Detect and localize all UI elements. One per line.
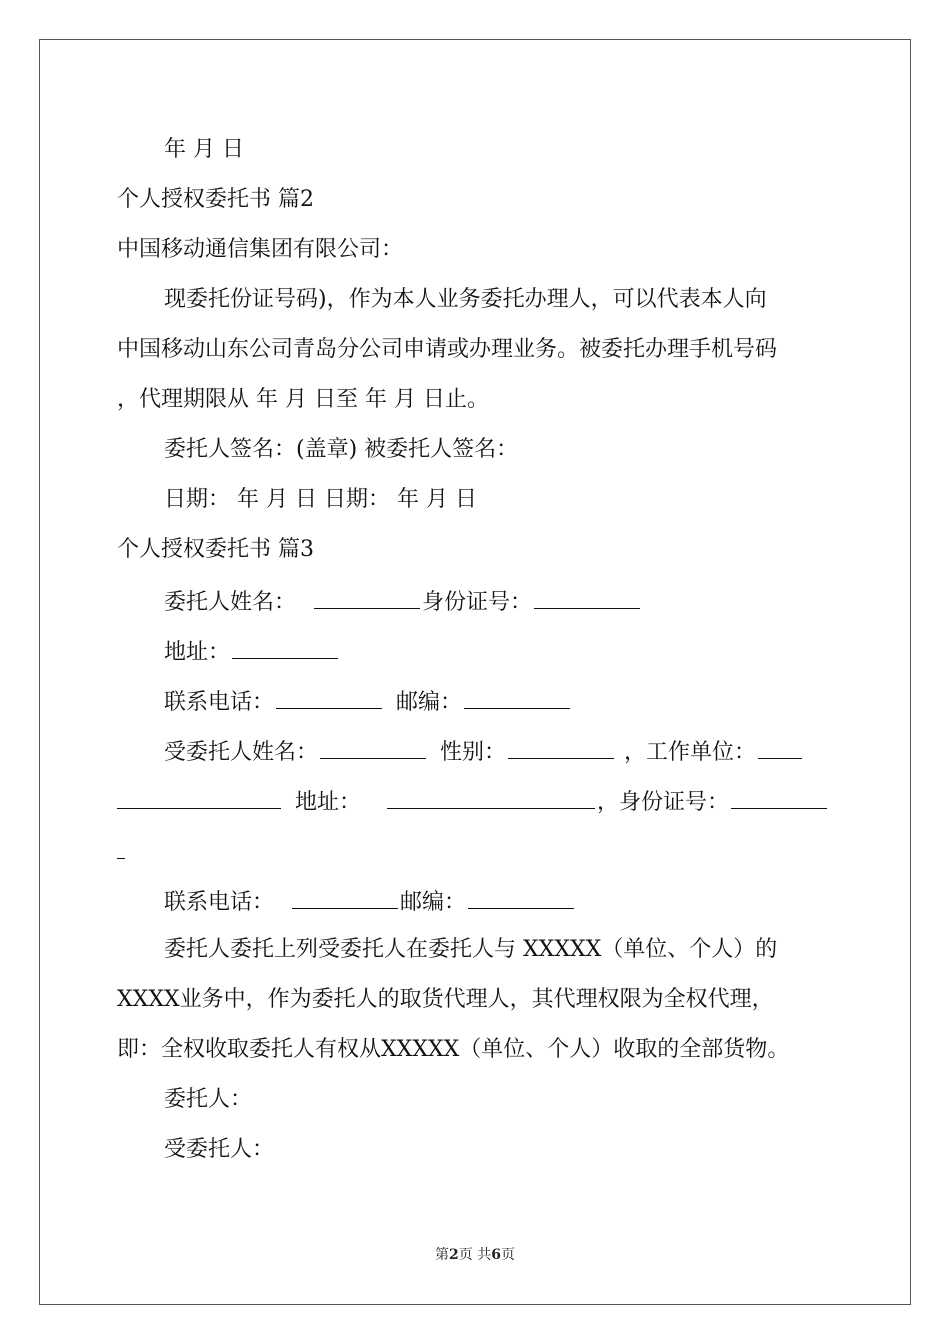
agent-name-label: 受委托人姓名： [164,740,319,765]
principal-name-row [164,586,836,617]
agent-id-label: ，身份证号： [597,790,730,815]
agent-zip-blank [468,886,574,909]
addressee: 中国移动通信集团有限公司： [117,237,404,262]
paragraph-line-1: 现委托份证号码)，作为本人业务委托办理人，可以代表本人向 [164,287,767,312]
paragraph-line-2: 中国移动山东公司青岛分公司申请或办理业务。被委托办理手机号码 [117,337,778,362]
footer-prefix: 第 [435,1247,450,1263]
footer-current-page: 2 [449,1247,459,1263]
signature-date-line: 日期： 年 月 日 日期： 年 月 日 [164,487,477,512]
section2-heading: 个人授权委托书 篇2 [117,187,314,212]
principal-phone-blank [276,686,382,709]
body-line-2: XXXX业务中，作为委托人的取货代理人，其代理权限为全权代理， [117,987,774,1012]
agent-work-label: ，工作单位： [624,740,757,765]
principal-contact-row [164,686,836,717]
agent-gender-label: 性别： [440,740,507,765]
agent-phone-label: 联系电话： [164,890,275,915]
principal-phone-label: 联系电话： [164,690,275,715]
principal-name-blank [314,586,420,609]
principal-address-blank [232,636,338,659]
footer-total-pages: 6 [491,1247,501,1263]
agent-contact-row [164,886,836,917]
body-line-3: 即：全权收取委托人有权从XXXXX（单位、个人）收取的全部货物。 [117,1037,790,1062]
agent-name-blank [320,736,426,759]
agent-address-row [117,786,837,817]
agent-address-blank [387,786,595,809]
signature-line: 委托人签名：(盖章) 被委托人签名： [164,437,519,462]
principal-name-label: 委托人姓名： [164,590,297,615]
principal-zip-blank [464,686,570,709]
agent-work-blank-cont [117,786,281,809]
principal-id-blank [534,586,640,609]
principal-sign: 委托人： [164,1087,253,1112]
date-line-top: 年 月 日 [164,137,244,162]
section3-heading: 个人授权委托书 篇3 [117,537,314,562]
body-line-1: 委托人委托上列受委托人在委托人与 XXXXX（单位、个人）的 [164,937,778,962]
agent-address-label: 地址： [295,790,362,815]
agent-id-blank [731,786,827,809]
agent-phone-blank [292,886,398,909]
paragraph-line-3: ，代理期限从 年 月 日至 年 月 日止。 [117,387,489,412]
agent-info-row [164,736,836,767]
agent-work-blank-start [758,736,802,759]
footer-suffix: 页 [500,1247,515,1263]
page-footer [0,1246,950,1264]
principal-address-label: 地址： [164,640,231,665]
page-frame [39,39,911,1305]
principal-zip-label: 邮编： [396,690,463,715]
agent-gender-blank [508,736,614,759]
agent-id-blank-cont [117,836,125,859]
agent-sign: 受委托人： [164,1137,275,1162]
agent-zip-label: 邮编： [400,890,467,915]
principal-address-row [164,636,836,667]
agent-id-continuation [117,836,837,867]
principal-id-label: 身份证号： [422,590,533,615]
footer-mid: 页 共 [458,1247,492,1263]
